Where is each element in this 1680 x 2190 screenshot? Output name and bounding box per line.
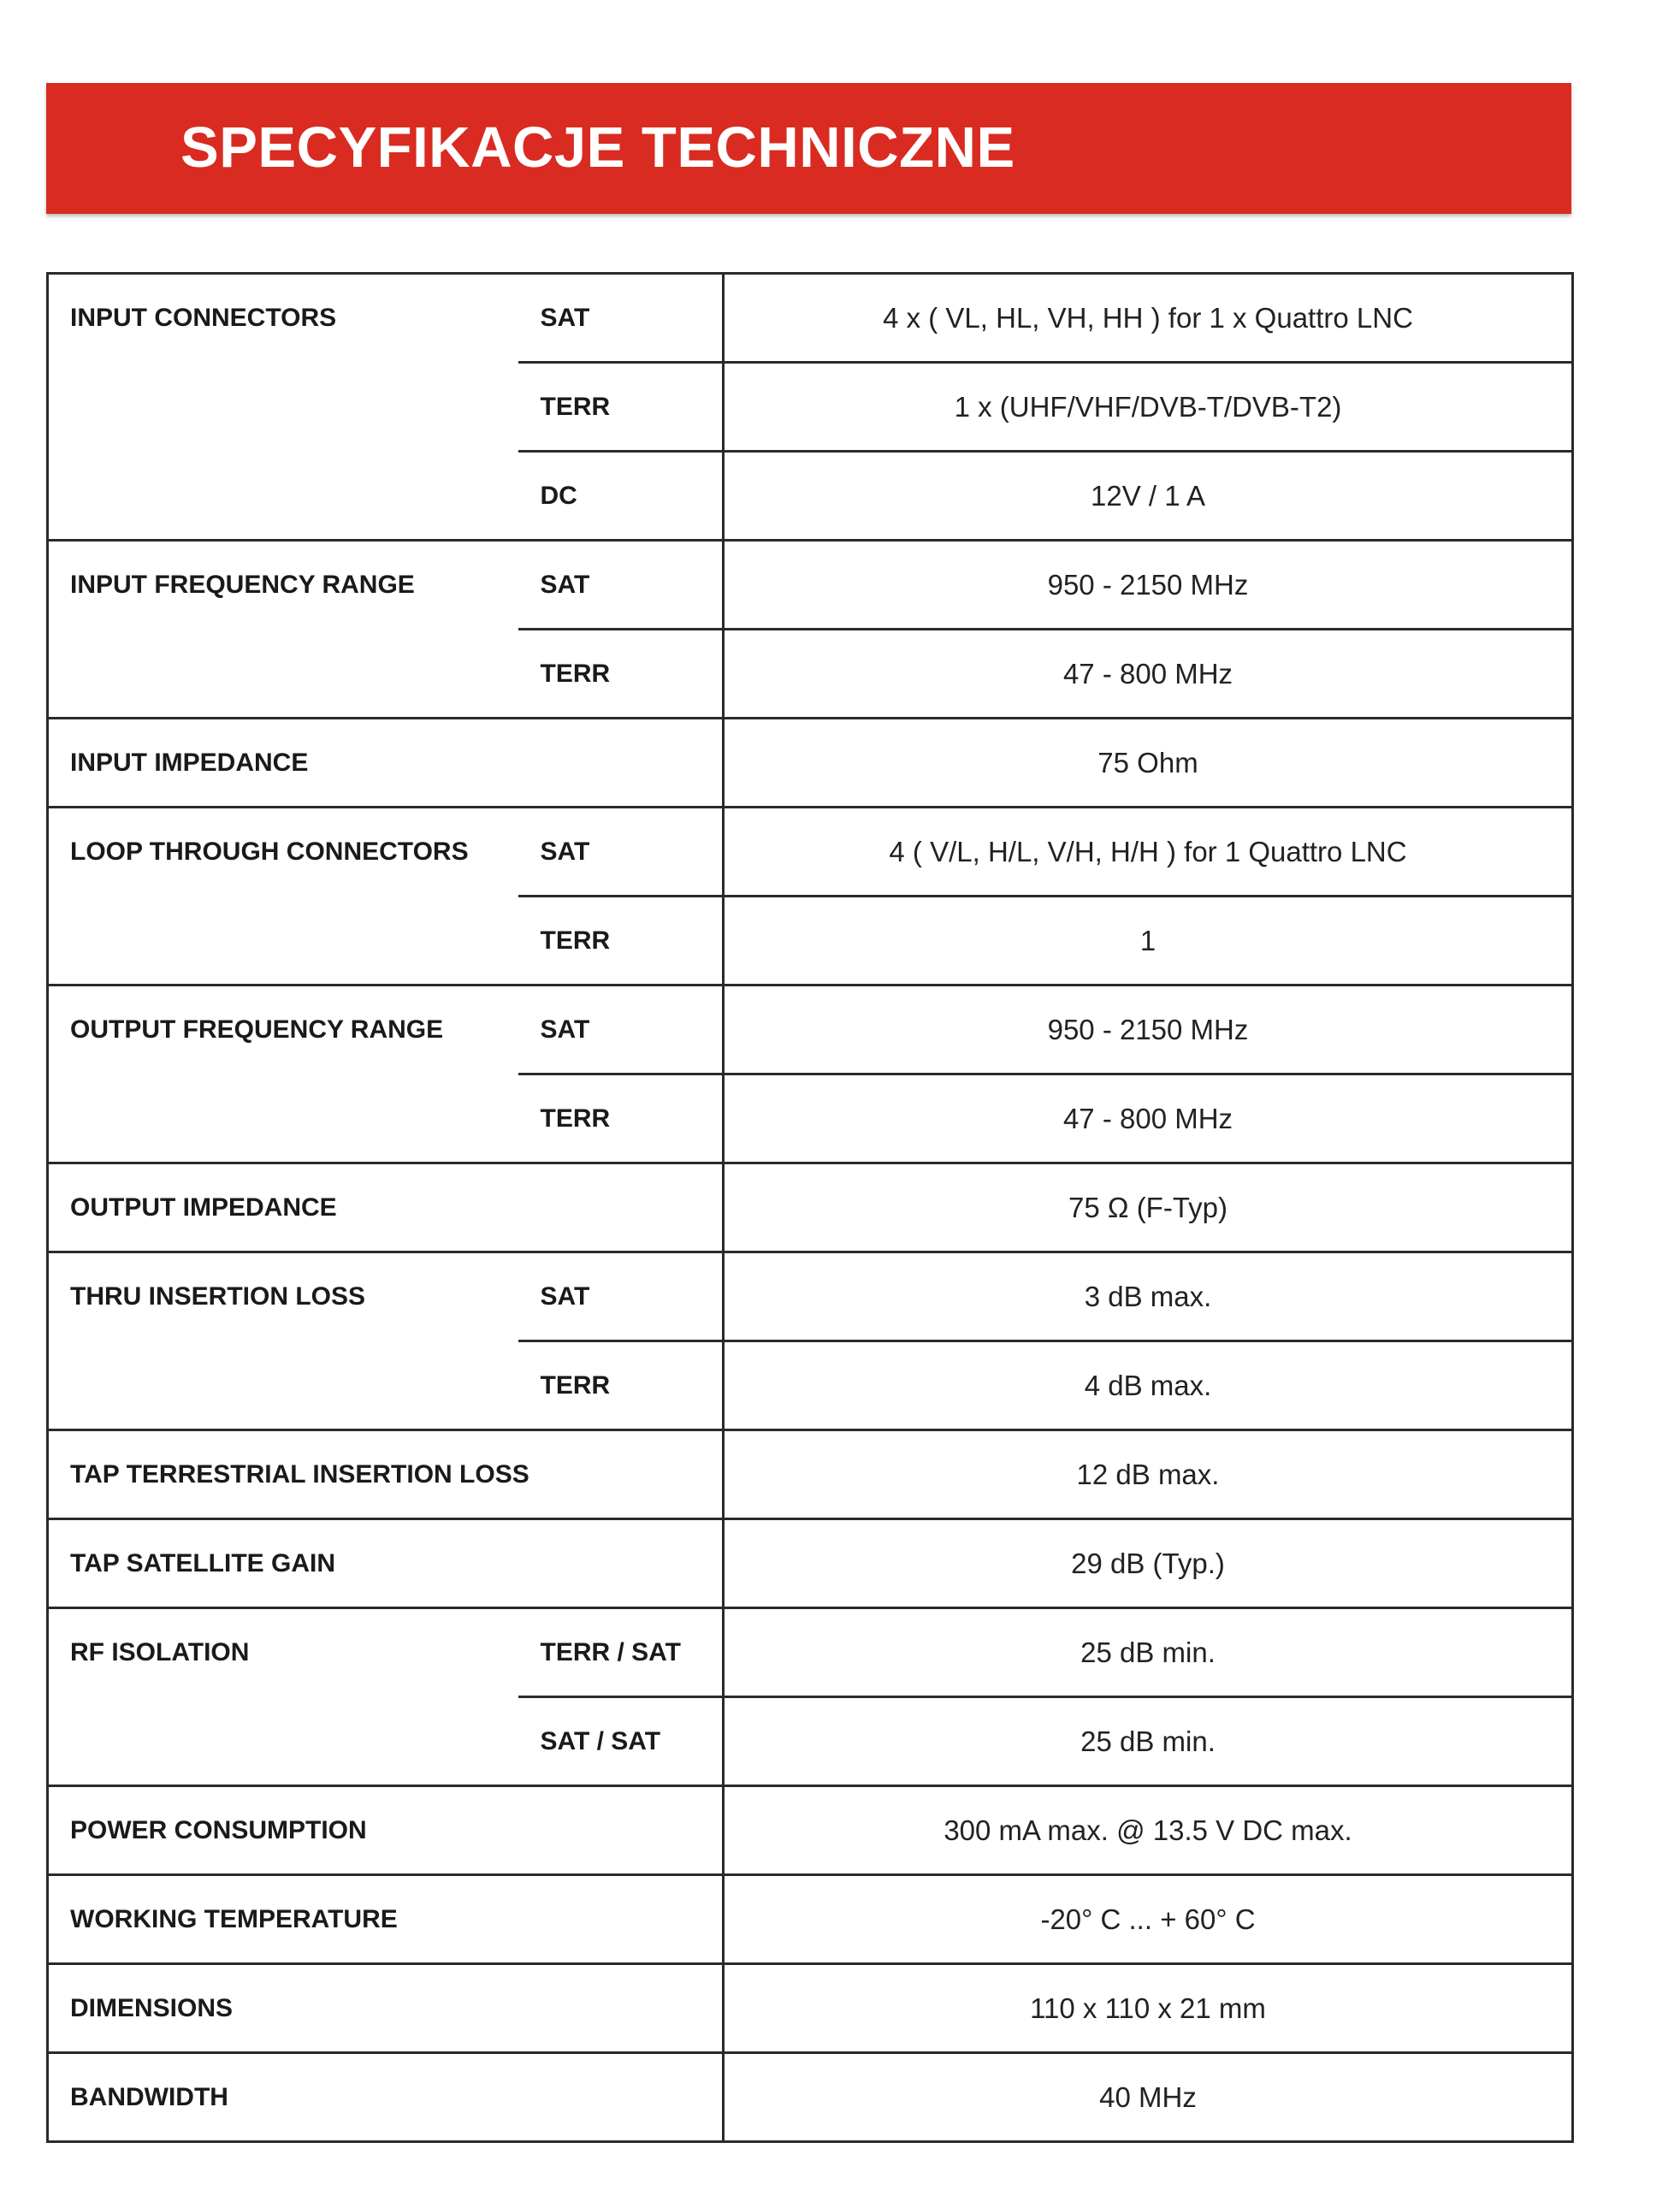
spec-row	[48, 808, 1573, 897]
spec-row	[48, 1163, 1573, 1252]
spec-value: 12 dB max.	[724, 1430, 1573, 1519]
spec-sublabel: SAT	[518, 986, 724, 1074]
spec-label: POWER CONSUMPTION	[48, 1786, 724, 1875]
spec-value: 47 - 800 MHz	[724, 1074, 1573, 1163]
spec-label: DIMENSIONS	[48, 1964, 724, 2053]
spec-sublabel: TERR / SAT	[518, 1608, 724, 1697]
spec-row	[48, 1964, 1573, 2053]
spec-value: 950 - 2150 MHz	[724, 986, 1573, 1074]
spec-sublabel: DC	[518, 452, 724, 541]
spec-value: 1 x (UHF/VHF/DVB-T/DVB-T2)	[724, 363, 1573, 452]
spec-sublabel: SAT	[518, 1252, 724, 1341]
spec-row	[48, 1608, 1573, 1697]
spec-sublabel: TERR	[518, 363, 724, 452]
spec-value: 3 dB max.	[724, 1252, 1573, 1341]
spec-sublabel: SAT	[518, 274, 724, 363]
spec-label: TAP TERRESTRIAL INSERTION LOSS	[48, 1430, 724, 1519]
spec-sublabel: TERR	[518, 630, 724, 719]
spec-value: 4 x ( VL, HL, VH, HH ) for 1 x Quattro LNC	[724, 274, 1573, 363]
title-banner	[46, 83, 1571, 214]
spec-label: THRU INSERTION LOSS	[48, 1252, 518, 1430]
spec-row	[48, 1430, 1573, 1519]
spec-row	[48, 2053, 1573, 2142]
spec-row	[48, 1252, 1573, 1341]
spec-label: LOOP THROUGH CONNECTORS	[48, 808, 518, 986]
spec-table	[46, 272, 1574, 2143]
spec-sublabel: TERR	[518, 897, 724, 986]
spec-label: RF ISOLATION	[48, 1608, 518, 1786]
spec-value: 950 - 2150 MHz	[724, 541, 1573, 630]
spec-label: INPUT FREQUENCY RANGE	[48, 541, 518, 719]
spec-row	[48, 1875, 1573, 1964]
spec-row	[48, 1786, 1573, 1875]
spec-value: 4 dB max.	[724, 1341, 1573, 1430]
spec-value: 12V / 1 A	[724, 452, 1573, 541]
spec-sublabel: SAT / SAT	[518, 1697, 724, 1786]
spec-label: WORKING TEMPERATURE	[48, 1875, 724, 1964]
spec-value: 75 Ω (F-Typ)	[724, 1163, 1573, 1252]
spec-row	[48, 1519, 1573, 1608]
spec-value: 75 Ohm	[724, 719, 1573, 808]
spec-row	[48, 274, 1573, 363]
spec-label: OUTPUT IMPEDANCE	[48, 1163, 724, 1252]
spec-value: 1	[724, 897, 1573, 986]
spec-row	[48, 719, 1573, 808]
spec-row	[48, 986, 1573, 1074]
spec-row	[48, 541, 1573, 630]
spec-sublabel: TERR	[518, 1341, 724, 1430]
spec-label: INPUT CONNECTORS	[48, 274, 518, 541]
spec-value: 40 MHz	[724, 2053, 1573, 2142]
spec-sublabel: SAT	[518, 808, 724, 897]
spec-label: INPUT IMPEDANCE	[48, 719, 724, 808]
spec-value: 25 dB min.	[724, 1608, 1573, 1697]
spec-value: 4 ( V/L, H/L, V/H, H/H ) for 1 Quattro LNC	[724, 808, 1573, 897]
page-title: SPECYFIKACJE TECHNICZNE	[180, 115, 1015, 180]
spec-value: 47 - 800 MHz	[724, 630, 1573, 719]
spec-value: 25 dB min.	[724, 1697, 1573, 1786]
spec-value: 29 dB (Typ.)	[724, 1519, 1573, 1608]
spec-sublabel: SAT	[518, 541, 724, 630]
spec-sublabel: TERR	[518, 1074, 724, 1163]
spec-label: OUTPUT FREQUENCY RANGE	[48, 986, 518, 1163]
spec-table-body	[48, 274, 1573, 2142]
spec-label: BANDWIDTH	[48, 2053, 724, 2142]
spec-value: -20° C ... + 60° C	[724, 1875, 1573, 1964]
spec-value: 110 x 110 x 21 mm	[724, 1964, 1573, 2053]
spec-label: TAP SATELLITE GAIN	[48, 1519, 724, 1608]
spec-value: 300 mA max. @ 13.5 V DC max.	[724, 1786, 1573, 1875]
